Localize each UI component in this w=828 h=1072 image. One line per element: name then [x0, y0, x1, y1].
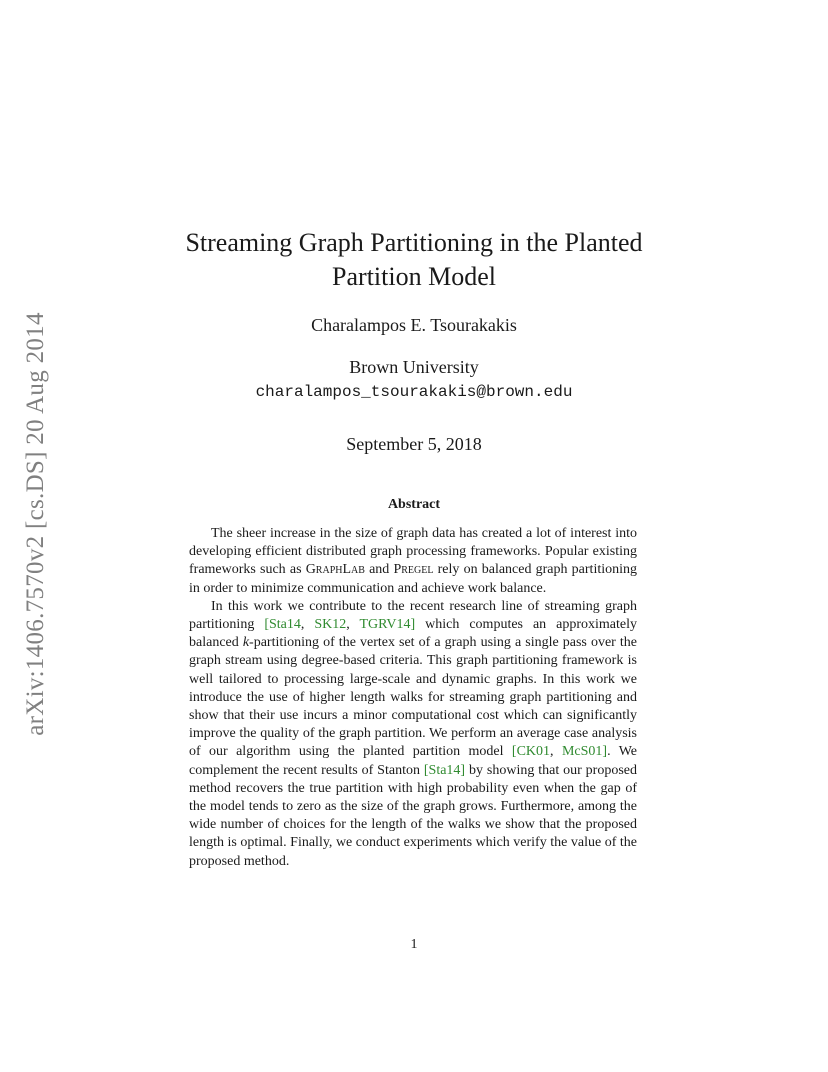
paper-title	[0, 226, 828, 294]
citation-bracket: ]	[460, 762, 466, 778]
citation-link-sta14[interactable]: Sta14	[428, 762, 461, 778]
citation-bracket: [	[264, 617, 269, 633]
abstract-paragraph-1: The sheer increase in the size of graph data has created a lot of interest into developing efficient distributed graph processing frameworks. Popular existing frameworks such as GraphLab and Pregel rely on balanced graph partitioning in order to minimize communication and achieve work balance.	[189, 526, 638, 596]
variable-k: k	[242, 635, 250, 651]
graphlab-name: GraphLab	[305, 562, 365, 578]
arxiv-identifier-stamp: arXiv:1406.7570v2 [cs.DS] 20 Aug 2014	[22, 312, 49, 736]
citation-bracket: [	[511, 744, 517, 760]
author-email[interactable]: charalampos_tsourakakis@brown.edu	[255, 383, 573, 401]
abstract-paragraph-2: In this work we contribute to the recent research line of streaming graph partitioning [Sta14, SK12, TGRV14] which computes an approximately balanced k-partitioning of the vertex set of a graph using a single pass over the graph stream using degree-based criteria. This graph partitioning framework is well tailored to processing large-scale and dynamic graphs. In this work we introduce the use of higher length walks for streaming graph partitioning and show that their use incurs a minor computational cost which can significantly improve the quality of the graph partition. We perform an average case analysis of our algorithm using the planted partition model [CK01, McS01]. We complement the recent results of Stanton [Sta14] by showing that our proposed method recovers the true partition with high probability even when the gap of the model tends to zero as the size of the graph grows. Furthermore, among the wide number of choices for the length of the walks we show that the proposed length is optimal. Finally, we conduct experiments which verify the value of the proposed method.	[189, 598, 638, 869]
title-line-2: Partition Model	[332, 262, 496, 291]
citation-link-tgrv14[interactable]: TGRV14	[359, 617, 411, 633]
abstract-body	[189, 525, 637, 871]
paper-date: September 5, 2018	[346, 434, 482, 454]
citation-bracket: ]	[602, 744, 608, 760]
citation-link-ck01[interactable]: CK01	[516, 744, 551, 760]
citation-bracket: [	[423, 762, 429, 778]
abstract-heading: Abstract	[387, 497, 441, 512]
pregel-name: Pregel	[393, 562, 434, 578]
page-number: 1	[410, 937, 418, 952]
title-line-1: Streaming Graph Partitioning in the Planted	[185, 228, 643, 257]
author-name: Charalampos E. Tsourakakis	[311, 315, 517, 335]
citation-link-sta14[interactable]: Sta14	[268, 617, 301, 633]
author-affiliation: Brown University	[349, 357, 479, 377]
citation-bracket: ]	[410, 617, 416, 633]
citation-link-sk12[interactable]: SK12	[314, 617, 347, 633]
citation-link-mcs01[interactable]: McS01	[561, 744, 603, 760]
